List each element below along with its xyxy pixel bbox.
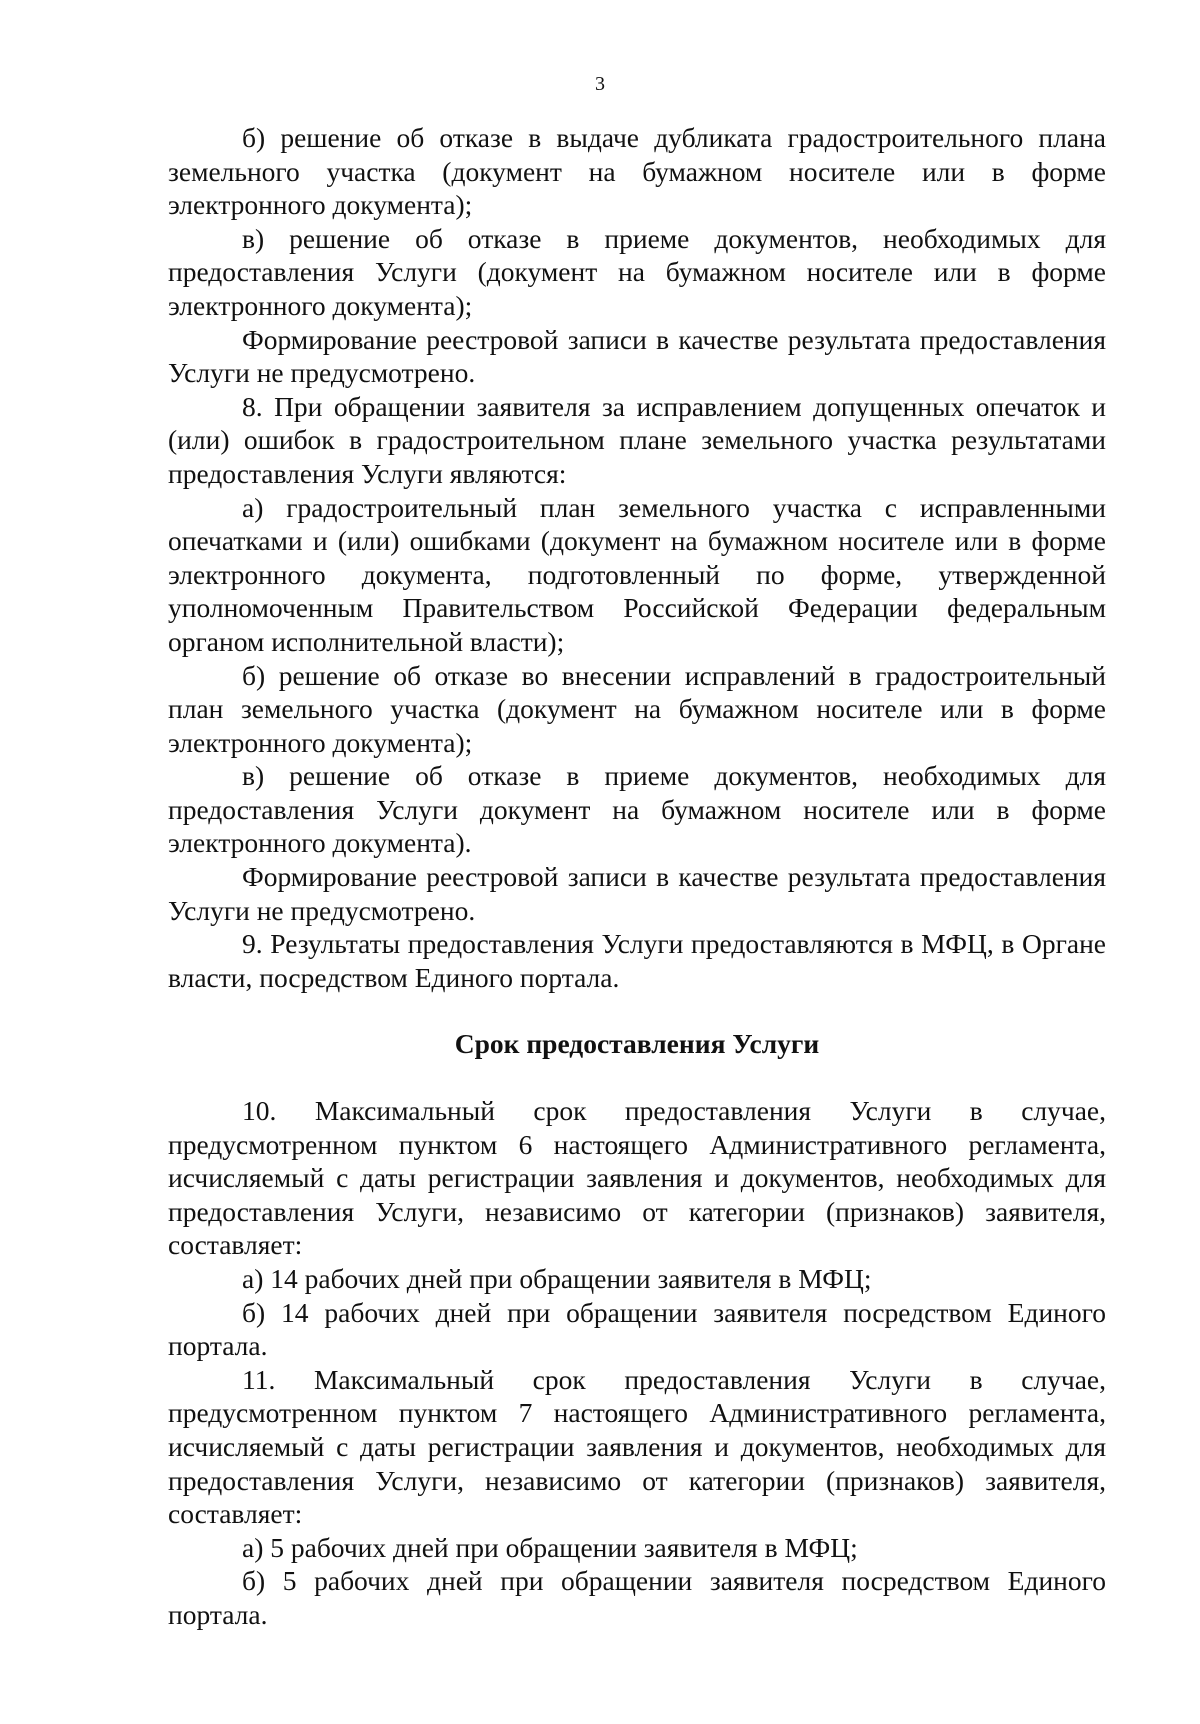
paragraph-8-corrections: 8. При обращении заявителя за исправлением допущенных опечаток и (или) ошибок в градостроительном плане земельного участка результатами предоставления Услуги являются:	[168, 390, 1106, 489]
paragraph-10b-portal-term: б) 14 рабочих дней при обращении заявителя посредством Единого портала.	[168, 1296, 1106, 1362]
document-body	[168, 121, 1106, 1632]
page-number: 3	[595, 73, 605, 95]
spacer	[168, 994, 1106, 1027]
paragraph-11-max-term: 11. Максимальный срок предоставления Услуги в случае, предусмотренном пунктом 7 настоящего Административного регламента, исчисляемый с даты регистрации заявления и документов, необходимых для предоставления Услуги, независимо от категории (признаков) заявителя, составляет:	[168, 1363, 1106, 1530]
paragraph-8v-refusal-documents: в) решение об отказе в приеме документов, необходимых для предоставления Услуги документ на бумажном носителе или в форме электронного документа).	[168, 760, 1106, 859]
paragraph-10-max-term: 10. Максимальный срок предоставления Услуги в случае, предусмотренном пунктом 6 настоящего Административного регламента, исчисляемый с даты регистрации заявления и документов, необходимых для предоставления Услуги, независимо от категории (признаков) заявителя, составляет:	[168, 1095, 1106, 1261]
paragraph-registry-record-2: Формирование реестровой записи в качестве результата предоставления Услуги не предусмотрено.	[168, 861, 1106, 926]
paragraph-8a-corrected-plan: а) градостроительный план земельного участка с исправленными опечатками и (или) ошибками (документ на бумажном носителе или в форме электронного документа, подготовленный по форме, утвержденной уполномоченным Правительством Российской Федерации федеральным органом исполнительной власти);	[168, 491, 1106, 657]
paragraph-11a-mfc-term: а) 5 рабочих дней при обращении заявителя в МФЦ;	[242, 1531, 858, 1563]
section-heading: Срок предоставления Услуги	[454, 1028, 820, 1060]
paragraph-10a-mfc-term: а) 14 рабочих дней при обращении заявителя в МФЦ;	[242, 1263, 872, 1294]
paragraph-11b-portal-term: б) 5 рабочих дней при обращении заявителя посредством Единого портала.	[168, 1565, 1106, 1630]
paragraph-1b-refusal-duplicate: б) решение об отказе в выдаче дубликата градостроительного плана земельного участка (документ на бумажном носителе или в форме электронного документа);	[168, 122, 1106, 221]
paragraph-registry-record-1: Формирование реестровой записи в качестве результата предоставления Услуги не предусмотрено.	[168, 323, 1106, 389]
paragraph-8b-refusal-corrections: б) решение об отказе во внесении исправлений в градостроительный план земельного участка (документ на бумажном носителе или в форме электронного документа);	[168, 659, 1106, 758]
paragraph-1v-refusal-documents: в) решение об отказе в приеме документов, необходимых для предоставления Услуги (документ на бумажном носителе или в форме электронного документа);	[168, 222, 1106, 321]
paragraph-9-results-delivery: 9. Результаты предоставления Услуги предоставляются в МФЦ, в Органе власти, посредством Единого портала.	[168, 928, 1106, 993]
spacer	[168, 1061, 1106, 1094]
